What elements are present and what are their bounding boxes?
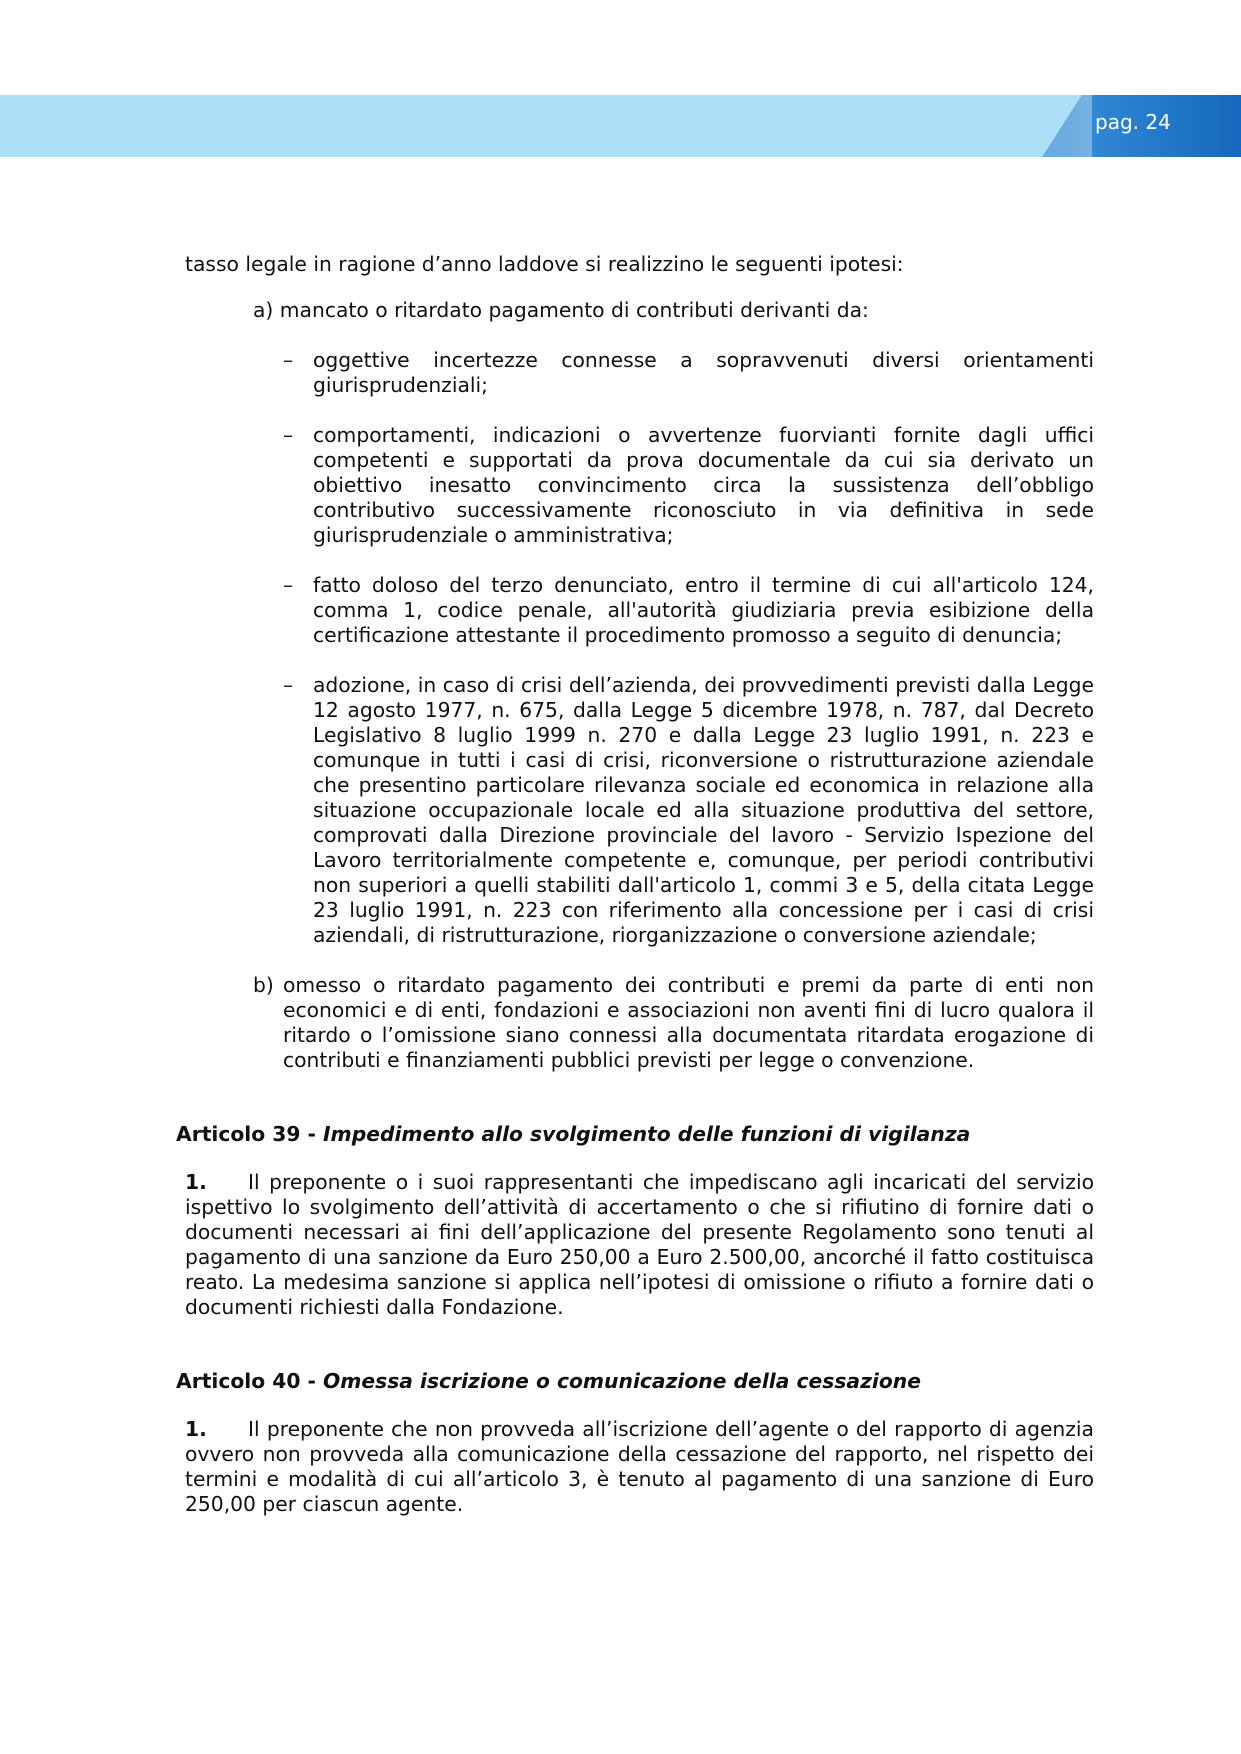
dash-icon: –	[283, 573, 294, 597]
item-b-text: omesso o ritardato pagamento dei contributi e premi da parte di enti non economici e di enti, fondazioni e associazioni non aventi fini di lucro qualora il ritardo o l’omissione siano connessi alla documentata ritardata erogazione di contributi e finanziamenti pubblici previsti per legge o convenzione.	[283, 973, 1094, 1072]
dash-icon: –	[283, 673, 294, 697]
article-39-title	[176, 1122, 1094, 1147]
intro-paragraph: tasso legale in ragione d’anno laddove si realizzino le seguenti ipotesi:	[185, 252, 904, 276]
document-body	[176, 252, 1094, 1517]
article-40-paragraph	[185, 1417, 1094, 1517]
article-subtitle: Impedimento allo svolgimento delle funzioni di vigilanza	[323, 1122, 971, 1146]
list-item	[283, 348, 1094, 398]
page-number: pag. 24	[1095, 110, 1171, 134]
dash-icon: –	[283, 423, 294, 447]
article-number: Articolo 40 -	[176, 1369, 316, 1393]
article-subtitle: Omessa iscrizione o comunicazione della cessazione	[323, 1369, 921, 1393]
list-item	[283, 673, 1094, 948]
paragraph-number: 1.	[185, 1417, 207, 1441]
item-a: a) mancato o ritardato pagamento di contributi derivanti da:	[253, 298, 869, 322]
list-item	[283, 423, 1094, 548]
article-40-title	[176, 1369, 1094, 1394]
list-item	[283, 573, 1094, 648]
bullet-text: comportamenti, indicazioni o avvertenze fuorvianti fornite dagli uffici competenti e supportati da prova documentale da cui sia derivato un obiettivo inesatto convincimento circa la sussistenza dell’obbligo contributivo successivamente riconosciuto in via definitiva in sede giurisprudenziale o amministrativa;	[313, 423, 1094, 547]
item-b	[253, 973, 1094, 1073]
article-39-paragraph	[185, 1170, 1094, 1320]
bullet-text: oggettive incertezze connesse a sopravvenuti diversi orientamenti giurisprudenziali;	[313, 348, 1094, 397]
item-b-label: b)	[253, 973, 274, 997]
bullet-text: fatto doloso del terzo denunciato, entro il termine di cui all'articolo 124, comma 1, codice penale, all'autorità giudiziaria previa esibizione della certificazione attestante il procedimento promosso a seguito di denuncia;	[313, 573, 1094, 647]
paragraph-text: Il preponente o i suoi rappresentanti che impediscano agli incaricati del servizio ispettivo lo svolgimento dell’attività di accertamento o che si rifiutino di fornire dati o documenti necessari ai fini dell’applicazione del presente Regolamento sono tenuti al pagamento di una sanzione da Euro 250,00 a Euro 2.500,00, ancorché il fatto costituisca reato. La medesima sanzione si applica nell’ipotesi di omissione o rifiuto a fornire dati o documenti richiesti dalla Fondazione.	[185, 1170, 1094, 1319]
article-number: Articolo 39 -	[176, 1122, 316, 1146]
paragraph-number: 1.	[185, 1170, 207, 1194]
item-a-bullets	[185, 348, 1094, 948]
bullet-text: adozione, in caso di crisi dell’azienda, dei provvedimenti previsti dalla Legge 12 agosto 1977, n. 675, dalla Legge 5 dicembre 1978, n. 787, dal Decreto Legislativo 8 luglio 1999 n. 270 e dalla Legge 23 luglio 1991, n. 223 e comunque in tutti i casi di crisi, riconversione o ristrutturazione aziendale che presentino particolare rilevanza sociale ed economica in relazione alla situazione occupazionale locale ed alla situazione produttiva del settore, comprovati dalla Direzione provinciale del lavoro - Servizio Ispezione del Lavoro territorialmente competente e, comunque, per periodi contributivi non superiori a quelli stabiliti dall'articolo 1, commi 3 e 5, della citata Legge 23 luglio 1991, n. 223 con riferimento alla concessione per i casi di crisi aziendali, di ristrutturazione, riorganizzazione o conversione aziendale;	[313, 673, 1094, 947]
dash-icon: –	[283, 348, 294, 372]
paragraph-text: Il preponente che non provveda all’iscrizione dell’agente o del rapporto di agenzia ovvero non provveda alla comunicazione della cessazione del rapporto, nel rispetto dei termini e modalità di cui all’articolo 3, è tenuto al pagamento di una sanzione di Euro 250,00 per ciascun agente.	[185, 1417, 1094, 1516]
